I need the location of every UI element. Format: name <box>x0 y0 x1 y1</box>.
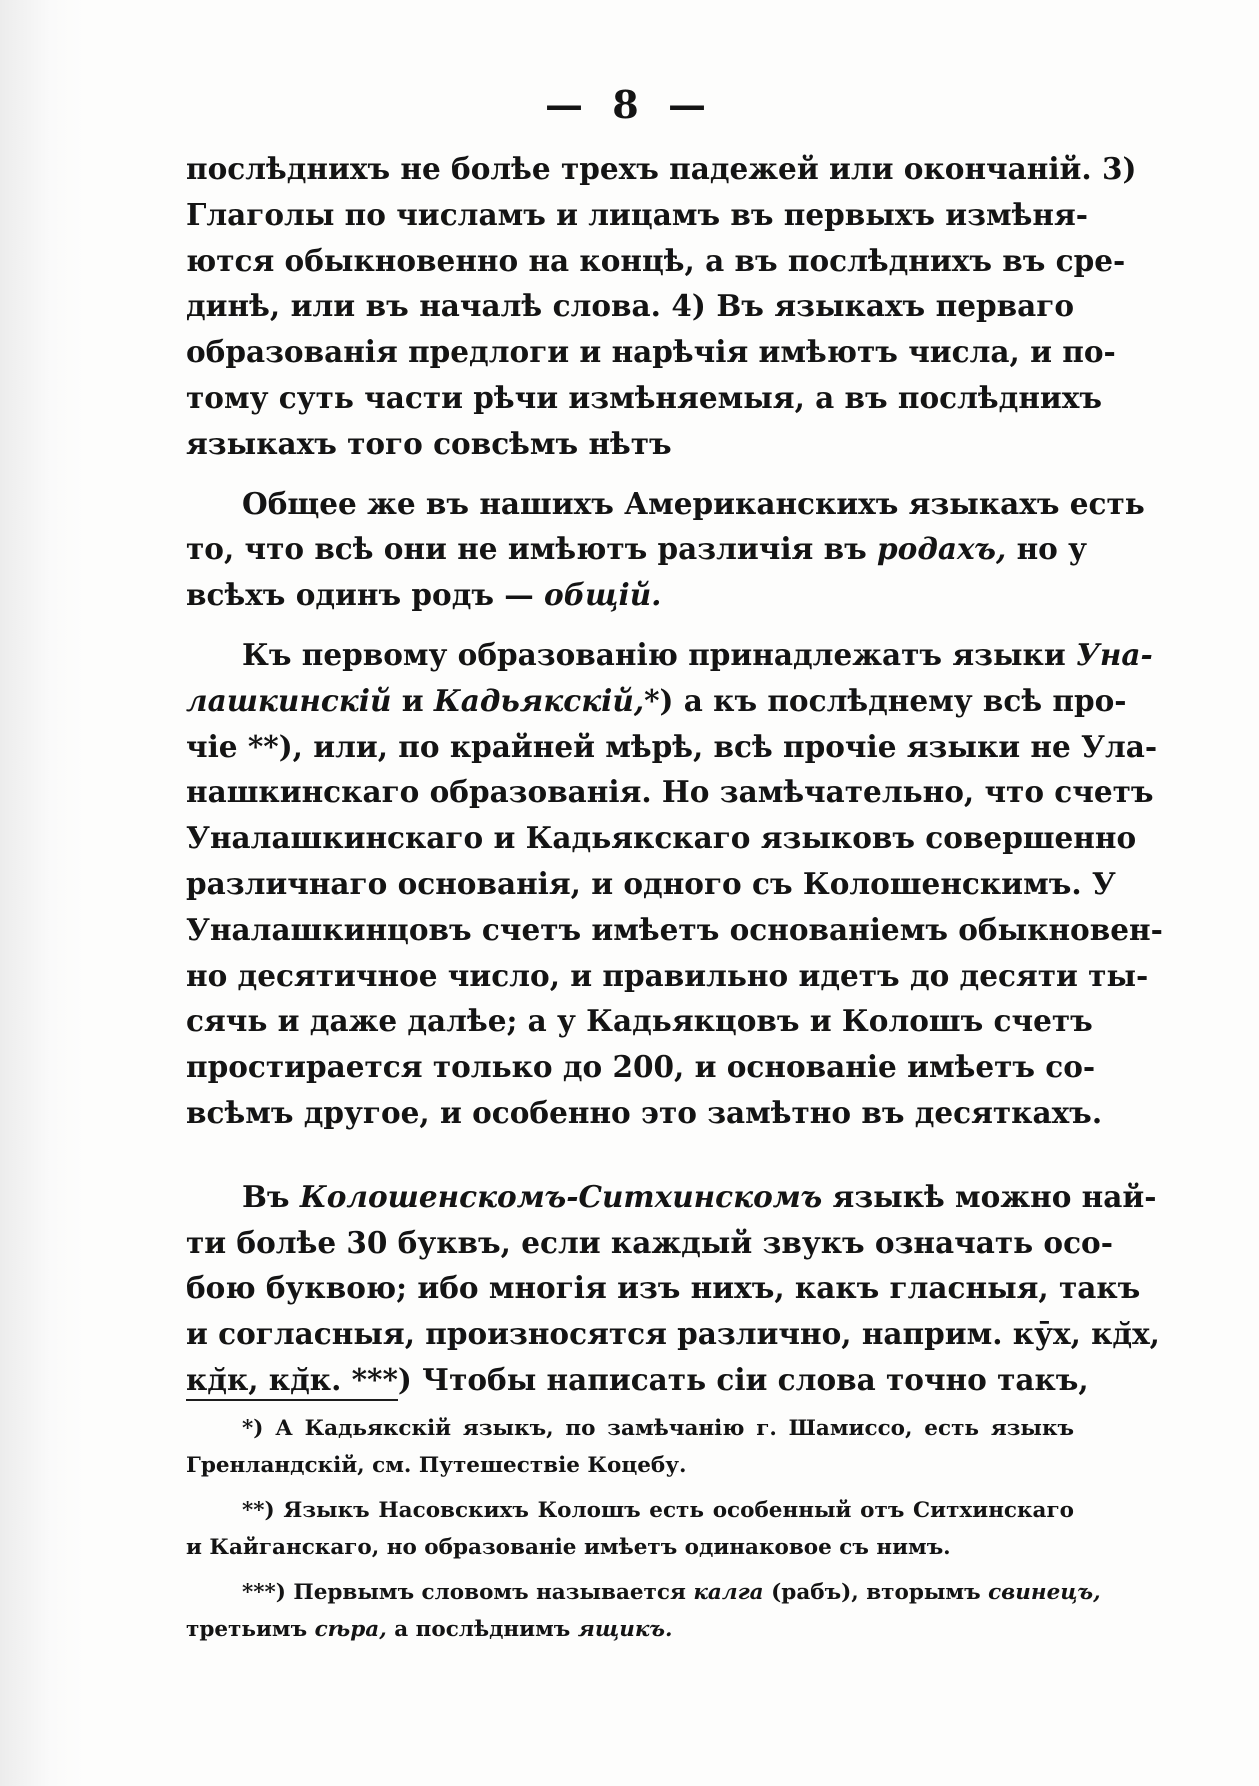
text-line: динѣ, или въ началѣ слова. 4) Въ языкахъ перваго <box>186 288 1074 324</box>
text-line: языкахъ того совсѣмъ нѣтъ <box>186 425 672 461</box>
text-line: всѣмъ другое, и особенно это замѣтно въ десяткахъ. <box>186 1094 1103 1130</box>
text-line: чіе **), или, по крайней мѣрѣ, всѣ прочіе языки не Ула- <box>186 728 1158 764</box>
text-line: тому суть части рѣчи измѣняемыя, а въ послѣднихъ <box>186 379 1103 415</box>
footnote-divider <box>186 1399 398 1401</box>
text-line: Уналашкинцовъ счетъ имѣетъ основаніемъ обыкновен- <box>186 911 1163 947</box>
page-binding-shadow <box>0 0 84 1786</box>
text-line: но десятичное число, и правильно идетъ до десяти ты- <box>186 957 1149 993</box>
italic-term: общій. <box>544 577 662 613</box>
footnote-line <box>186 1611 1074 1648</box>
text-line: послѣднихъ не болѣе трехъ падежей или окончаній. 3) <box>186 151 1137 186</box>
main-text <box>186 146 1163 1403</box>
text-run: *) а къ послѣднему всѣ про- <box>644 682 1127 718</box>
footnote-line: и Кайганскаго, но образованіе имѣетъ одинаковое съ нимъ. <box>186 1535 951 1560</box>
text-line: нашкинскаго образованія. Но замѣчательно, что счетъ <box>186 774 1154 810</box>
italic-term: Кадьякскій, <box>433 682 645 718</box>
footnotes <box>186 1410 1101 1648</box>
italic-term: сѣра, <box>314 1617 387 1642</box>
text-line: различнаго основанія, и одного съ Колошенскимъ. У <box>186 865 1116 901</box>
text-line: ти болѣе 30 буквъ, если каждый звукъ означать осо- <box>186 1224 1113 1260</box>
footnote-line: Гренландскій, см. Путешествіе Коцебу. <box>186 1453 687 1478</box>
text-line: Глаголы по числамъ и лицамъ въ первыхъ измѣня- <box>186 196 1088 232</box>
footnote-line: *) А Кадьякскій языкъ, по замѣчанію г. Шамиссо, есть языкъ <box>242 1416 1074 1441</box>
italic-term: Колошенскомъ-Ситхинскомъ <box>299 1178 823 1214</box>
text-line: простирается только до 200, и основаніе имѣетъ со- <box>186 1049 1096 1085</box>
italic-term: лашкинскій <box>186 682 392 718</box>
text-line: сячь и даже далѣе; а у Кадьякцовъ и Колошъ счетъ <box>186 1003 1093 1039</box>
italic-term: Уна- <box>1075 636 1153 672</box>
text-line <box>186 632 1153 678</box>
text-line <box>186 1174 1157 1220</box>
text-run: Въ <box>242 1178 290 1214</box>
text-run: то, что всѣ они не имѣютъ различія въ <box>186 531 867 567</box>
text-run: Къ первому образованію принадлежатъ языки <box>242 636 1066 672</box>
text-line: кд̆к, кд̆к. ***) Чтобы написать сіи слова точно такъ, <box>186 1361 1089 1397</box>
text-run: ***) Первымъ словомъ называется <box>242 1580 686 1605</box>
text-run: но у <box>1016 531 1087 567</box>
text-line: Уналашкинскаго и Кадьякскаго языковъ совершенно <box>186 820 1137 856</box>
text-line <box>186 572 1074 618</box>
text-run: всѣхъ одинъ родъ — <box>186 577 534 613</box>
text-line <box>186 678 1127 724</box>
footnote-line: **) Языкъ Насовскихъ Колошъ есть особенный отъ Ситхинскаго <box>242 1498 1074 1523</box>
text-line: ются обыкновенно на концѣ, а въ послѣднихъ въ сре- <box>186 242 1126 278</box>
text-line: бою буквою; ибо многія изъ нихъ, какъ гласныя, такъ <box>186 1270 1141 1306</box>
text-run: и <box>401 682 424 718</box>
text-line: образованія предлоги и нарѣчія имѣютъ числа, и по- <box>186 334 1116 370</box>
text-run: третьимъ <box>186 1617 308 1642</box>
text-line: и согласныя, произносятся различно, наприм. кӯх, кд̆х, <box>186 1316 1160 1352</box>
text-run: языкѣ можно най- <box>832 1178 1157 1214</box>
italic-term: свинецъ, <box>988 1580 1101 1605</box>
text-line <box>186 526 1087 572</box>
italic-term: калга <box>693 1580 764 1605</box>
text-line: Общее же въ нашихъ Американскихъ языкахъ есть <box>242 485 1145 521</box>
text-run: а послѣднимъ <box>394 1617 571 1642</box>
footnote-line <box>186 1574 1101 1611</box>
italic-term: ящикъ. <box>577 1617 673 1642</box>
page-number: — 8 — <box>545 82 714 127</box>
italic-term: родахъ, <box>877 531 1007 567</box>
text-run: (рабъ), вторымъ <box>771 1580 981 1605</box>
